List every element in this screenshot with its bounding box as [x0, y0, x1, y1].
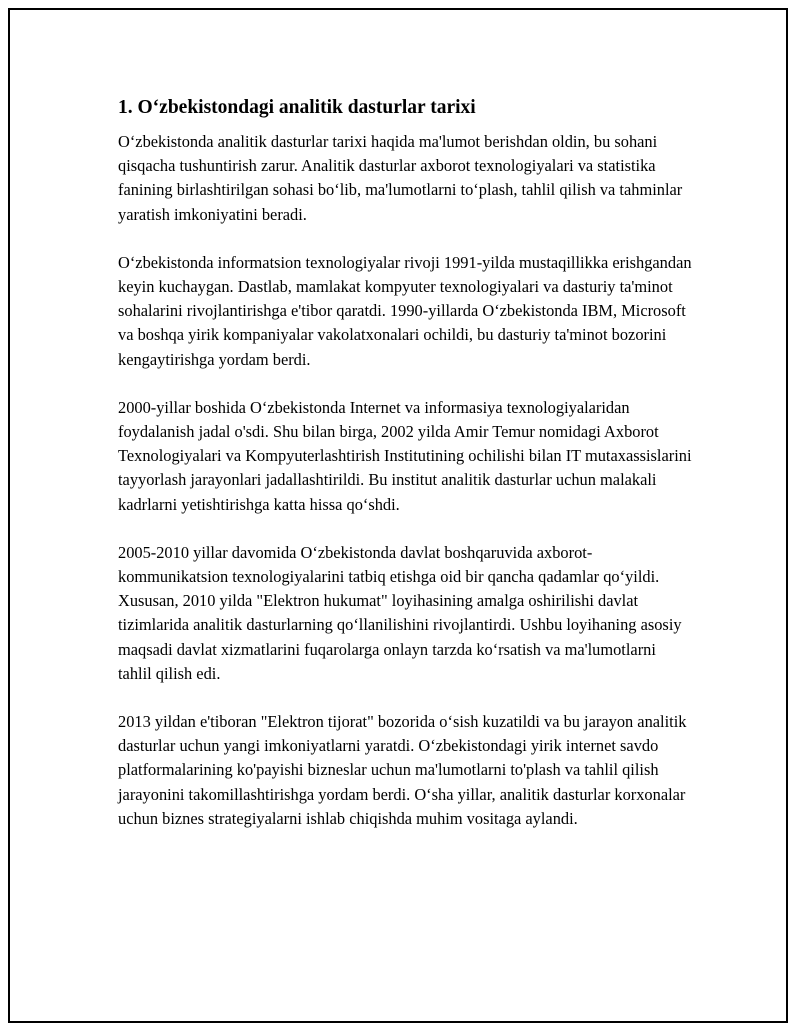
- paragraph-1: O‘zbekistonda analitik dasturlar tarixi haqida ma'lumot berishdan oldin, bu sohani qisqacha tushuntirish zarur. Analitik dasturlar axborot texnologiyalari va statistika fanining birlashtirilgan sohasi bo‘lib, ma'lumotlarni to‘plash, tahlil qilish va tahminlar yaratish imkoniyatini beradi.: [118, 132, 683, 224]
- paragraph-4: 2005-2010 yillar davomida O‘zbekistonda davlat boshqaruvida axborot-kommunikatsion texnologiyalarini tatbiq etishga oid bir qancha qadamlar qo‘yildi. Xususan, 2010 yilda "Elektron hukumat" loyihasining amalga oshirilishi davlat tizimlarida analitik dasturlarning qo‘llanilishini rivojlantirdi. Ushbu loyihaning asosiy maqsadi davlat xizmatlarini fuqarolarga onlayn tarzda ko‘rsatish va ma'lumotlarni tahlil qilish edi.: [118, 542, 682, 683]
- paragraph-2: O‘zbekistonda informatsion texnologiyalar rivoji 1991-yilda mustaqillikka erishgandan keyin kuchaygan. Dastlab, mamlakat kompyuter texnologiyalari va dasturiy ta'minot sohalarini rivojlantirishga e'tibor qaratdi. 1990-yillarda O‘zbekistonda IBM, Microsoft va boshqa yirik kompaniyalar vakolatxonalari ochildi, bu dasturiy ta'minot bozorini kengaytirishga yordam berdi.: [118, 252, 692, 369]
- document-body: [118, 95, 693, 855]
- section-heading: 1. O‘zbekistondagi analitik dasturlar tarixi: [118, 97, 476, 118]
- paragraph-3: 2000-yillar boshida O‘zbekistonda Internet va informasiya texnologiyalaridan foydalanish jadal o'sdi. Shu bilan birga, 2002 yilda Amir Temur nomidagi Axborot Texnologiyalari va Kompyuterlashtirish Institutining ochilishi bilan IT mutaxassislarini tayyorlash jarayonlari jadallashtirildi. Bu institut analitik dasturlar uchun malakali kadrlarni yetishtirishga katta hissa qo‘shdi.: [118, 397, 692, 514]
- paragraph-5: 2013 yildan e'tiboran "Elektron tijorat" bozorida o‘sish kuzatildi va bu jarayon analitik dasturlar uchun yangi imkoniyatlarni yaratdi. O‘zbekistondagi yirik internet savdo platformalarining ko'payishi bizneslar uchun ma'lumotlarni to'plash va tahlil qilish jarayonini takomillashtirishga yordam berdi. O‘sha yillar, analitik dasturlar korxonalar uchun biznes strategiyalarni ishlab chiqishda muhim vositaga aylandi.: [118, 712, 687, 828]
